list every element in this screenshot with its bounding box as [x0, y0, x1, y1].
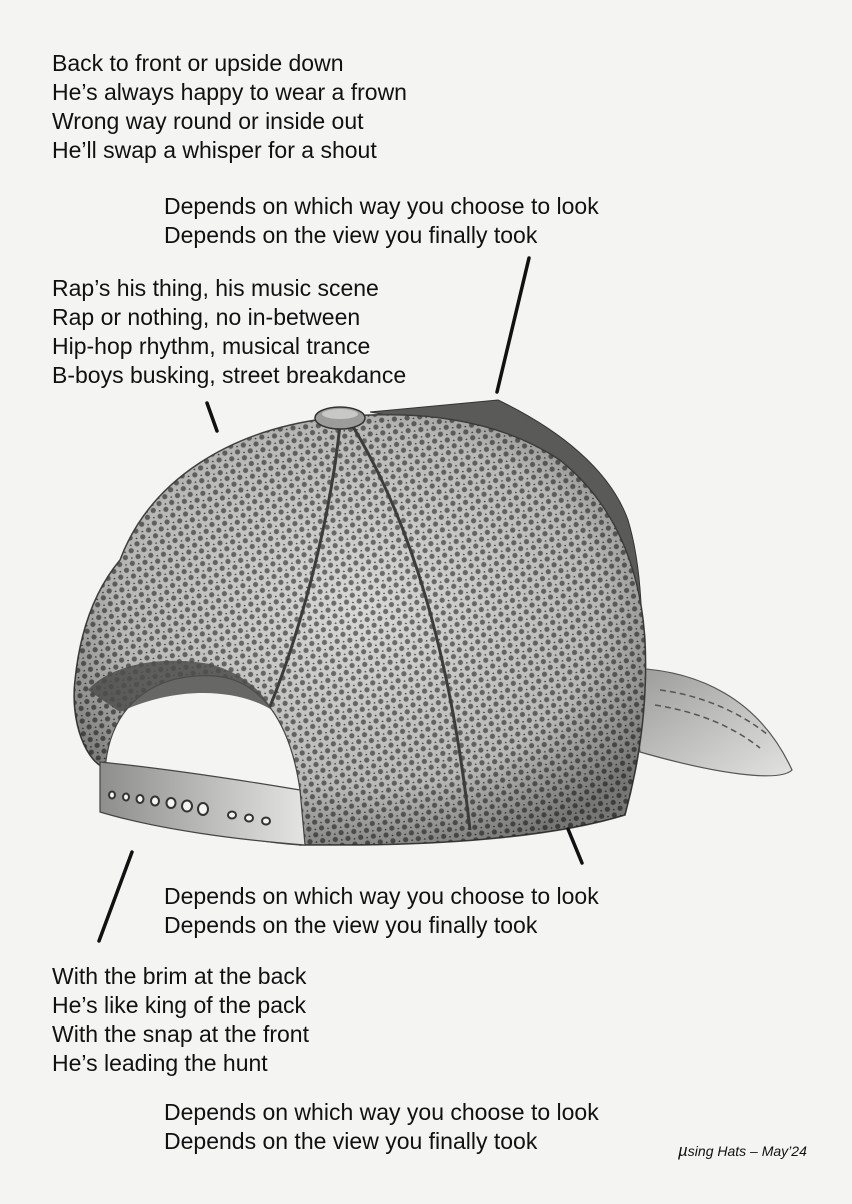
stanza-2 — [52, 274, 406, 390]
chorus — [164, 882, 599, 940]
stanza-line: With the snap at the front — [52, 1021, 309, 1047]
cap-brim — [630, 668, 792, 776]
stanza-line: Back to front or upside down — [52, 50, 344, 76]
chorus-line-2: Depends on the view you finally took — [164, 222, 538, 248]
stanza-line: Rap’s his thing, his music scene — [52, 275, 379, 301]
stanza-3 — [52, 962, 309, 1078]
stanza-line: Rap or nothing, no in-between — [52, 304, 361, 330]
stanza-1 — [52, 49, 407, 165]
stanza-line: Hip-hop rhythm, musical trance — [52, 333, 371, 359]
chorus — [164, 192, 599, 250]
stanza-line: He’s like king of the pack — [52, 992, 306, 1018]
stanza-line: He’ll swap a whisper for a shout — [52, 137, 377, 163]
chorus-line-1: Depends on which way you choose to look — [164, 1099, 599, 1125]
signature — [678, 1141, 807, 1161]
stanza-line: He’s leading the hunt — [52, 1050, 268, 1076]
stanza-line: Wrong way round or inside out — [52, 108, 364, 134]
signature-text: sing Hats – May’24 — [687, 1143, 807, 1159]
stanza-line: B-boys busking, street breakdance — [52, 362, 407, 388]
chorus-line-2: Depends on the view you finally took — [164, 1128, 538, 1154]
stanza-line: He’s always happy to wear a frown — [52, 79, 407, 105]
signature-mu: µ — [678, 1141, 688, 1160]
chorus — [164, 1098, 599, 1156]
stanza-line: With the brim at the back — [52, 963, 307, 989]
chorus-line-1: Depends on which way you choose to look — [164, 883, 599, 909]
chorus-line-1: Depends on which way you choose to look — [164, 193, 599, 219]
chorus-line-2: Depends on the view you finally took — [164, 912, 538, 938]
